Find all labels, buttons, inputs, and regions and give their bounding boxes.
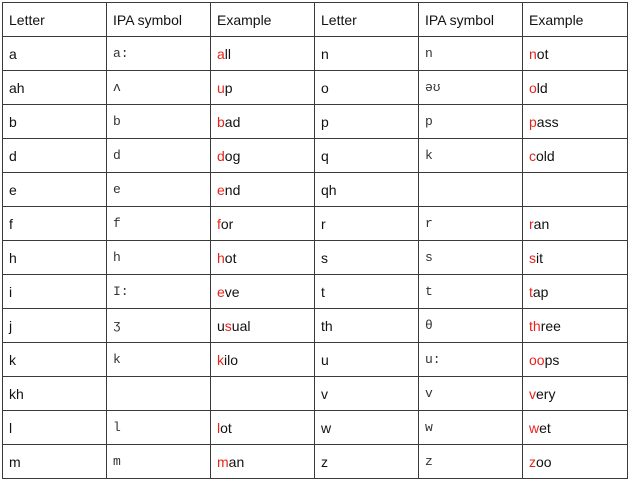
table-row [3,377,628,411]
letter-cell: v [315,377,419,411]
example-highlight: e [217,181,225,198]
example-rest: et [539,419,551,436]
letter-cell: kh [3,377,107,411]
example-rest: ass [536,113,559,130]
example-rest: ps [544,351,560,368]
example-prefix: u [217,317,225,334]
example-cell [523,139,628,173]
table-row [3,275,628,309]
example-cell [211,445,315,479]
example-cell [211,37,315,71]
table-body [3,37,628,479]
table-row [3,173,628,207]
header-letter: Letter [315,3,419,37]
table-row [3,445,628,479]
example-cell [211,71,315,105]
example-cell [211,343,315,377]
ipa-cell: u: [419,343,523,377]
example-highlight: m [217,453,229,470]
example-rest: og [224,147,241,164]
header-ipa-symbol: IPA symbol [107,3,211,37]
example-highlight: p [529,113,537,130]
ipa-cell: w [419,411,523,445]
example-rest: an [228,453,245,470]
example-cell [523,105,628,139]
example-rest: ilo [224,351,239,368]
example-highlight: e [217,283,225,300]
letter-cell: ah [3,71,107,105]
example-rest: p [224,79,233,96]
example-highlight: f [217,215,221,232]
example-cell [211,275,315,309]
example-cell [523,411,628,445]
ipa-cell [107,377,211,411]
example-rest: an [533,215,550,232]
table-row [3,207,628,241]
example-highlight: c [529,147,536,164]
letter-cell: th [315,309,419,343]
example-cell [211,139,315,173]
example-rest: nd [224,181,241,198]
ipa-cell: ʒ [107,309,211,343]
example-highlight: s [224,317,232,334]
letter-cell: j [3,309,107,343]
example-rest: or [220,215,234,232]
example-cell [523,71,628,105]
letter-cell: b [3,105,107,139]
letter-cell: z [315,445,419,479]
example-rest: old [536,147,555,164]
table-row [3,139,628,173]
example-cell [211,173,315,207]
example-highlight: th [529,317,541,334]
example-highlight: l [217,419,221,436]
example-highlight: n [529,45,537,62]
letter-cell: m [3,445,107,479]
table-row [3,241,628,275]
letter-cell: d [3,139,107,173]
header-letter: Letter [3,3,107,37]
letter-cell: e [3,173,107,207]
example-highlight: t [529,283,533,300]
ipa-cell: n [419,37,523,71]
example-cell [523,309,628,343]
letter-cell: h [3,241,107,275]
ipa-cell: e [107,173,211,207]
ipa-cell: θ [419,309,523,343]
letter-cell: i [3,275,107,309]
example-highlight: z [529,453,536,470]
ipa-cell: k [419,139,523,173]
letter-cell: a [3,37,107,71]
letter-cell: p [315,105,419,139]
letter-cell: qh [315,173,419,207]
example-cell [523,275,628,309]
example-rest: ld [536,79,548,96]
example-cell [523,37,628,71]
example-cell [523,343,628,377]
ipa-cell: f [107,207,211,241]
example-highlight: w [529,419,540,436]
ipa-cell: z [419,445,523,479]
example-cell [211,411,315,445]
ipa-cell: d [107,139,211,173]
table-row [3,37,628,71]
ipa-cell: əʊ [419,71,523,105]
example-rest: it [536,249,543,266]
example-highlight: r [529,215,534,232]
example-cell [211,377,315,411]
example-highlight: s [529,249,536,266]
letter-cell: q [315,139,419,173]
example-highlight: a [217,45,225,62]
ipa-cell: I: [107,275,211,309]
example-rest: oo [536,453,552,470]
ipa-cell: a: [107,37,211,71]
example-cell [523,241,628,275]
example-cell [523,207,628,241]
example-rest: ap [532,283,549,300]
example-rest: ot [536,45,549,62]
example-highlight: o [529,79,537,96]
ipa-cell: m [107,445,211,479]
ipa-cell: s [419,241,523,275]
ipa-cell: b [107,105,211,139]
alphabet-pronunciation-table [2,2,628,479]
example-cell [211,241,315,275]
ipa-cell: v [419,377,523,411]
table-row [3,71,628,105]
ipa-cell: t [419,275,523,309]
example-cell [211,105,315,139]
example-rest: ery [536,385,556,402]
ipa-cell: p [419,105,523,139]
letter-cell: o [315,71,419,105]
table-row [3,343,628,377]
example-highlight: u [217,79,225,96]
letter-cell: u [315,343,419,377]
example-rest: ree [540,317,561,334]
example-rest: ot [220,419,232,436]
example-rest: ual [231,317,251,334]
letter-cell: t [315,275,419,309]
ipa-cell: r [419,207,523,241]
letter-cell: w [315,411,419,445]
example-highlight: k [217,351,224,368]
example-highlight: v [529,385,536,402]
table-row [3,411,628,445]
example-rest: ad [224,113,241,130]
ipa-cell: k [107,343,211,377]
ipa-cell: h [107,241,211,275]
example-cell [211,207,315,241]
ipa-cell: ʌ [107,71,211,105]
table-row [3,105,628,139]
letter-cell: r [315,207,419,241]
letter-cell: s [315,241,419,275]
example-rest: ot [224,249,237,266]
example-cell [211,309,315,343]
example-highlight: oo [529,351,545,368]
example-highlight: h [217,249,225,266]
example-highlight: d [217,147,225,164]
example-rest: ll [224,45,232,62]
ipa-cell [419,173,523,207]
letter-cell: f [3,207,107,241]
header-example: Example [523,3,628,37]
example-cell [523,377,628,411]
letter-cell: n [315,37,419,71]
header-example: Example [211,3,315,37]
header-row [3,3,628,37]
table-row [3,309,628,343]
letter-cell: k [3,343,107,377]
example-cell [523,173,628,207]
example-rest: ve [224,283,240,300]
header-ipa-symbol: IPA symbol [419,3,523,37]
example-cell [523,445,628,479]
letter-cell: l [3,411,107,445]
ipa-cell: l [107,411,211,445]
example-highlight: b [217,113,225,130]
